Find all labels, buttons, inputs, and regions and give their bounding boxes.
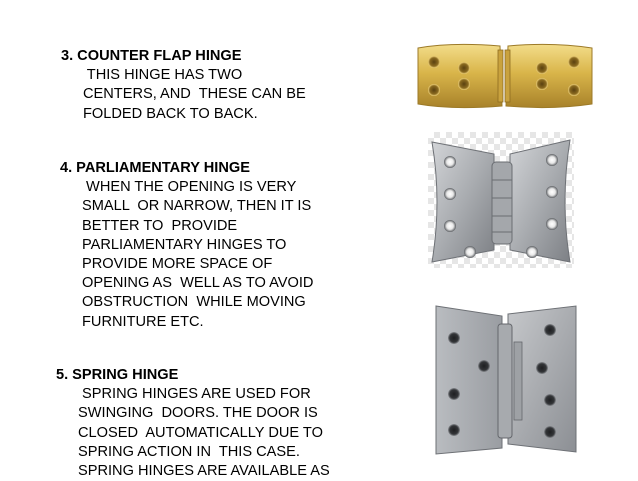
section-heading	[56, 366, 330, 385]
section-spring-hinge	[56, 366, 330, 481]
body-line: CENTERS, AND THESE CAN BE	[83, 86, 306, 103]
section-body	[78, 385, 330, 481]
body-line: CLOSED AUTOMATICALLY DUE TO	[78, 424, 323, 441]
body-line: PARLIAMENTARY HINGES TO	[82, 236, 287, 253]
body-line: THIS HINGE HAS TWO	[83, 67, 243, 84]
body-line: SMALL OR NARROW, THEN IT IS	[82, 198, 312, 215]
section-body	[82, 178, 313, 332]
section-heading	[61, 47, 306, 66]
body-line: SPRING HINGES ARE USED FOR	[78, 386, 311, 403]
section-title: SPRING HINGE	[72, 367, 179, 383]
section-number: 3.	[61, 48, 74, 64]
parliamentary-hinge-image	[428, 132, 574, 268]
section-title: COUNTER FLAP HINGE	[77, 48, 242, 64]
body-line: FURNITURE ETC.	[82, 313, 204, 330]
section-number: 4.	[60, 160, 73, 176]
section-parliamentary-hinge	[60, 159, 313, 332]
body-line: PROVIDE MORE SPACE OF	[82, 256, 273, 273]
section-title: PARLIAMENTARY HINGE	[76, 160, 250, 176]
section-heading	[60, 159, 313, 178]
body-line: SPRING ACTION IN THIS CASE.	[78, 443, 300, 460]
spring-hinge-image	[430, 302, 580, 458]
section-counter-flap-hinge	[61, 47, 306, 124]
body-line: FOLDED BACK TO BACK.	[83, 105, 258, 122]
body-line: OBSTRUCTION WHILE MOVING	[82, 294, 306, 311]
section-number: 5.	[56, 367, 69, 383]
body-line: WHEN THE OPENING IS VERY	[82, 179, 297, 196]
body-line: SPRING HINGES ARE AVAILABLE AS	[78, 463, 330, 480]
body-line: OPENING AS WELL AS TO AVOID	[82, 275, 314, 292]
body-line: BETTER TO PROVIDE	[82, 217, 238, 234]
section-body	[83, 66, 306, 124]
body-line: SWINGING DOORS. THE DOOR IS	[78, 405, 318, 422]
counter-flap-hinge-image	[412, 38, 597, 114]
